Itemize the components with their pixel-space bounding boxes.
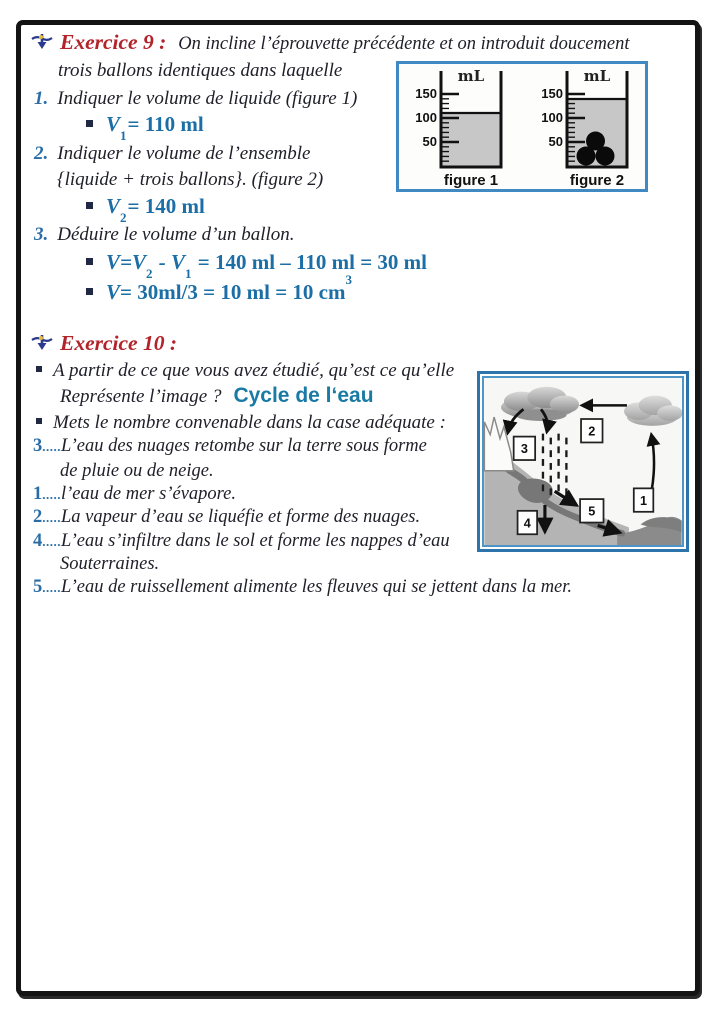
svg-text:1: 1 — [640, 493, 648, 508]
unit-label: mL — [457, 67, 485, 85]
figure1-caption: figure 1 — [443, 172, 499, 189]
down-arrow-bullet-icon — [30, 333, 54, 353]
ex10-question-1-cont: Représente l’image ? Cycle de l‘eau — [60, 384, 374, 407]
tick-100: 100 — [415, 110, 437, 125]
water-cycle-diagram-inner — [482, 376, 684, 547]
tick-50: 50 — [548, 134, 563, 149]
square-bullet-icon — [86, 120, 93, 127]
square-bullet-icon — [86, 202, 93, 209]
answer-box-3 — [514, 437, 535, 460]
cylinder-figure-1 — [415, 67, 501, 189]
ex10-title: Exercice 10 : — [60, 331, 178, 355]
svg-text:3: 3 — [520, 442, 528, 457]
question-number: 3. — [34, 224, 49, 245]
figure2-caption: figure 2 — [569, 172, 625, 189]
ex9-answer-v1: $V_1= 110$ ml — [86, 112, 204, 136]
statement-infiltration: 4.....L’eau s’infiltre dans le sol et forme les nappes d’eau — [33, 531, 450, 551]
ex10-answer-cycle: Cycle de l‘eau — [233, 384, 374, 407]
statement-rain-cont: de pluie ou de neige. — [60, 461, 214, 481]
ex9-question-2-cont: {liquide + trois ballons}. (figure 2) — [57, 169, 324, 190]
ex10-question-2: Mets le nombre convenable dans la case adéquate : — [36, 411, 446, 435]
square-bullet-icon — [86, 258, 93, 265]
ex9-question-1: 1. Indiquer le volume de liquide (figure 1) — [34, 88, 358, 109]
ex10-heading-line — [30, 331, 177, 357]
unit-label: mL — [583, 67, 611, 85]
statement-rain: 3.....L’eau des nuages retombe sur la terre sous forme — [33, 436, 427, 456]
statement-evaporation: 1.....l’eau de mer s’évapore. — [33, 484, 237, 504]
ex9-title: Exercice 9 : — [60, 30, 167, 54]
answer-box-5 — [580, 499, 603, 522]
ex9-intro-line2: trois ballons identiques dans laquelle — [58, 60, 343, 81]
svg-text:2: 2 — [588, 424, 596, 439]
ex9-question-3: 3. Déduire le volume d’un ballon. — [34, 224, 295, 245]
liquid-fill — [443, 113, 500, 167]
tick-50: 50 — [422, 134, 437, 149]
question-number: 1. — [34, 88, 49, 109]
square-bullet-icon — [86, 288, 93, 295]
answer-box-2 — [581, 419, 602, 442]
water-cycle-diagram — [477, 371, 689, 552]
ex10-question-1: A partir de ce que vous avez étudié, qu’est ce qu’elle — [36, 359, 454, 383]
ex9-answer-difference: $V=V_2 - V_1 = 140$ ml – 110 ml = 30 ml — [86, 250, 427, 274]
svg-text:5: 5 — [588, 504, 596, 519]
statement-infiltration-cont: Souterraines. — [60, 554, 160, 574]
tick-150: 150 — [541, 86, 563, 101]
answer-box-4 — [518, 511, 538, 534]
ex9-intro-text: On incline l’éprouvette précédente et on introduit doucement — [178, 34, 630, 54]
square-bullet-icon — [36, 366, 42, 372]
question-number: 2. — [34, 143, 49, 164]
ex9-answer-v2: $V_2= 140$ ml — [86, 194, 205, 218]
statement-runoff: 5.....L’eau de ruissellement alimente les fleuves qui se jettent dans la mer. — [33, 577, 573, 597]
tick-150: 150 — [415, 86, 437, 101]
ex9-question-2: 2. Indiquer le volume de l’ensemble — [34, 143, 311, 164]
statement-condensation: 2.....La vapeur d’eau se liquéfie et forme des nuages. — [33, 507, 421, 527]
measuring-cylinders-figure — [396, 61, 648, 192]
square-bullet-icon — [36, 418, 42, 424]
answer-box-1 — [634, 488, 654, 511]
tick-100: 100 — [541, 110, 563, 125]
cylinder-figure-2 — [541, 67, 627, 189]
ball-icon — [586, 132, 605, 151]
down-arrow-bullet-icon — [30, 32, 54, 52]
svg-text:4: 4 — [523, 516, 531, 531]
ex9-heading-line — [30, 30, 629, 56]
ex9-answer-ball-volume: V= 30ml/3 = 10 ml = 10 $cm^3$ — [86, 280, 352, 304]
